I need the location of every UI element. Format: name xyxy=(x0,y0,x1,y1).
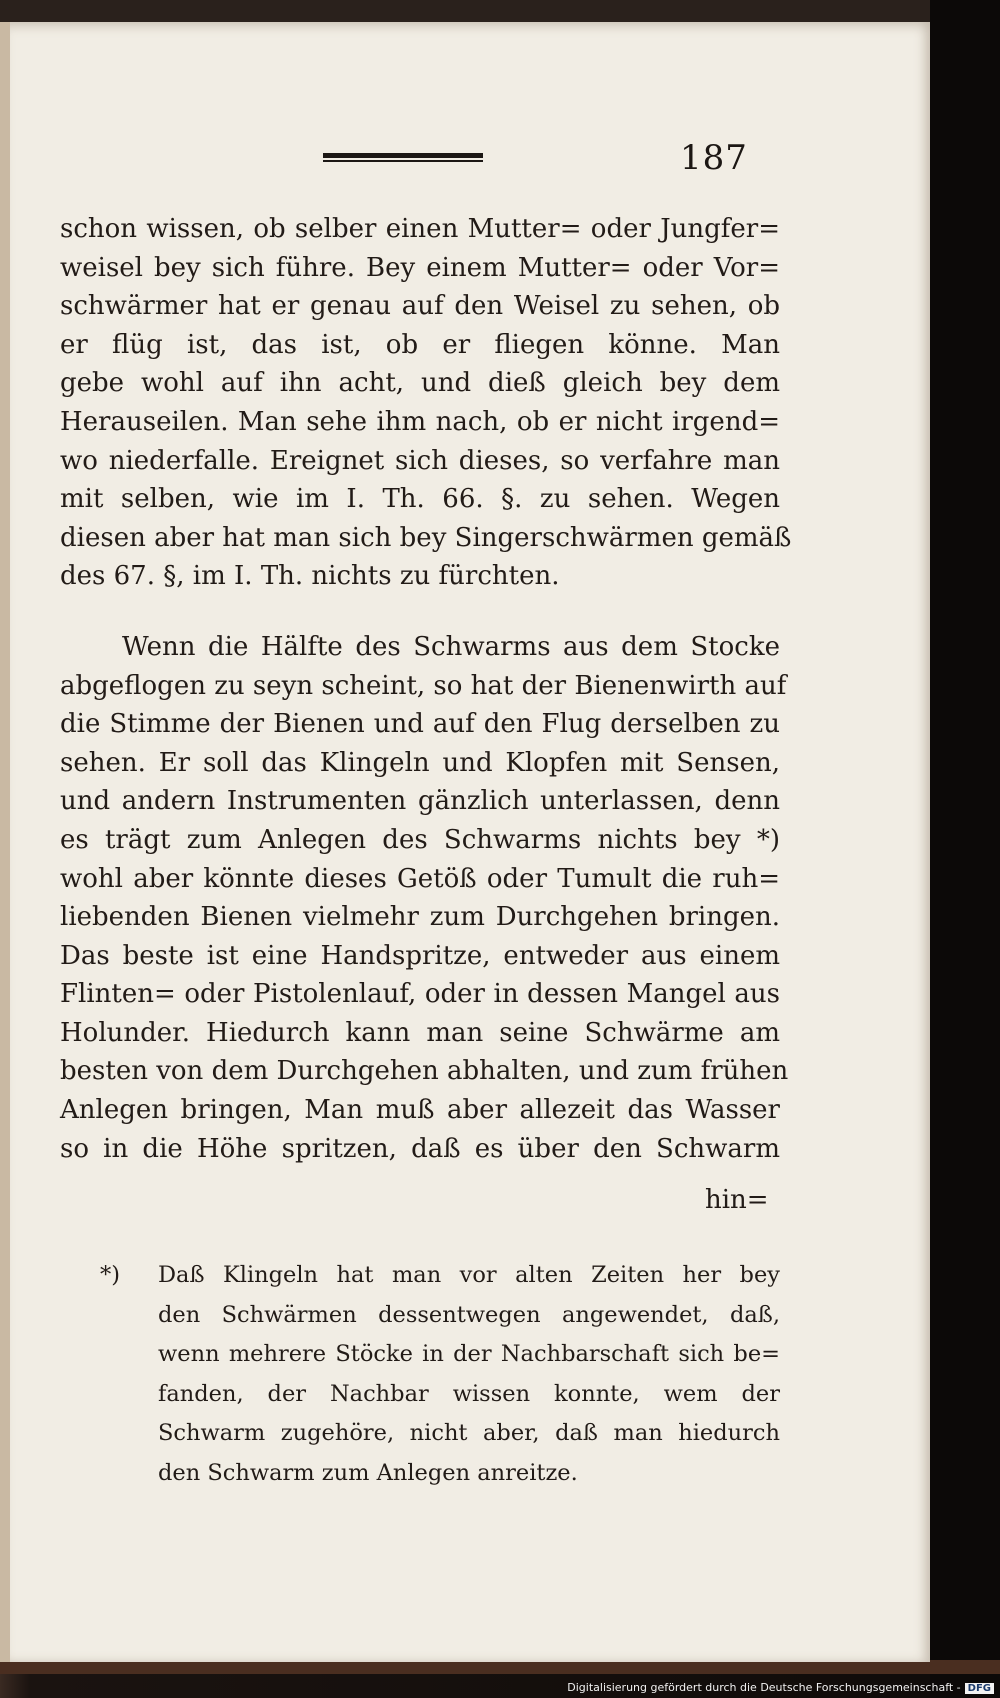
header-rule-thin xyxy=(323,160,483,162)
text-line: diesen aber hat man sich bey Singerschwärmen gemäß xyxy=(60,522,792,553)
page-left-edge xyxy=(0,22,10,1662)
catchword: hin= xyxy=(705,1185,769,1215)
text-line: Flinten= oder Pistolenlauf, oder in dessen Mangel aus xyxy=(60,979,780,1010)
top-shadow xyxy=(0,0,1000,24)
text-line: des 67. §, im I. Th. nichts zu fürchten. xyxy=(60,561,560,592)
footnote-line: den Schwärmen dessentwegen angewendet, daß, xyxy=(158,1301,780,1328)
text-line: mit selben, wie im I. Th. 66. §. zu sehen. Wegen xyxy=(60,484,780,515)
text-line: wohl aber könnte dieses Getöß oder Tumult die ruh= xyxy=(60,863,780,894)
footnote-line: Schwarm zugehöre, nicht aber, daß man hiedurch xyxy=(158,1420,780,1446)
text-line: schwärmer hat er genau auf den Weisel zu sehen, ob xyxy=(60,291,780,322)
book-cover-bottom xyxy=(0,1660,1000,1674)
text-line: Wenn die Hälfte des Schwarms aus dem Stocke xyxy=(122,631,780,662)
text-line: besten von dem Durchgehen abhalten, und zum frühen xyxy=(60,1056,789,1087)
text-line: es trägt zum Anlegen des Schwarms nichts bey *) xyxy=(60,824,780,855)
text-line: die Stimme der Bienen und auf den Flug derselben zu xyxy=(60,709,780,740)
book-edge-right xyxy=(930,0,1000,1698)
text-line: wo niederfalle. Ereignet sich dieses, so verfahre man xyxy=(60,445,780,476)
text-line: sehen. Er soll das Klingeln und Klopfen mit Sensen, xyxy=(60,747,780,778)
footnote-line: Daß Klingeln hat man vor alten Zeiten her bey xyxy=(158,1262,780,1288)
paragraph-1 xyxy=(60,210,792,596)
digitization-credit xyxy=(567,1681,994,1694)
text-line: Holunder. Hiedurch kann man seine Schwärme am xyxy=(60,1017,780,1048)
text-line: weisel bey sich führe. Bey einem Mutter= oder Vor= xyxy=(60,252,780,283)
credit-text: Digitalisierung gefördert durch die Deutsche Forschungsgemeinschaft - xyxy=(567,1681,961,1694)
header-rule xyxy=(323,153,483,163)
text-line: er flüg ist, das ist, ob er fliegen könne. Man xyxy=(60,329,780,360)
text-line: schon wissen, ob selber einen Mutter= oder Jungfer= xyxy=(60,214,780,244)
page-number: 187 xyxy=(680,138,748,178)
paragraph-2 xyxy=(60,628,789,1168)
text-line: Das beste ist eine Handspritze, entweder aus einem xyxy=(60,940,780,971)
text-line: Anlegen bringen, Man muß aber allezeit das Wasser xyxy=(60,1095,780,1126)
footnote-line: wenn mehrere Stöcke in der Nachbarschaft sich be= xyxy=(158,1341,780,1367)
dfg-logo: DFG xyxy=(965,1683,994,1694)
text-line: liebenden Bienen vielmehr zum Durchgehen bringen. xyxy=(60,902,780,933)
footnote-text xyxy=(158,1256,780,1493)
body-text xyxy=(60,210,792,1168)
text-line: Herauseilen. Man sehe ihm nach, ob er nicht irgend= xyxy=(60,406,780,437)
footnote-line: fanden, der Nachbar wissen konnte, wem der xyxy=(158,1380,780,1407)
footnote-marker: *) xyxy=(100,1262,121,1288)
footnote-line: den Schwarm zum Anlegen anreitze. xyxy=(158,1459,578,1486)
text-line: abgeflogen zu seyn scheint, so hat der Bienenwirth auf xyxy=(60,670,787,701)
text-line: und andern Instrumenten gänzlich unterlassen, denn xyxy=(60,786,780,817)
text-line: gebe wohl auf ihn acht, und dieß gleich bey dem xyxy=(60,368,780,399)
text-line: so in die Höhe spritzen, daß es über den Schwarm xyxy=(60,1133,780,1164)
header-rule-thick xyxy=(323,153,483,158)
